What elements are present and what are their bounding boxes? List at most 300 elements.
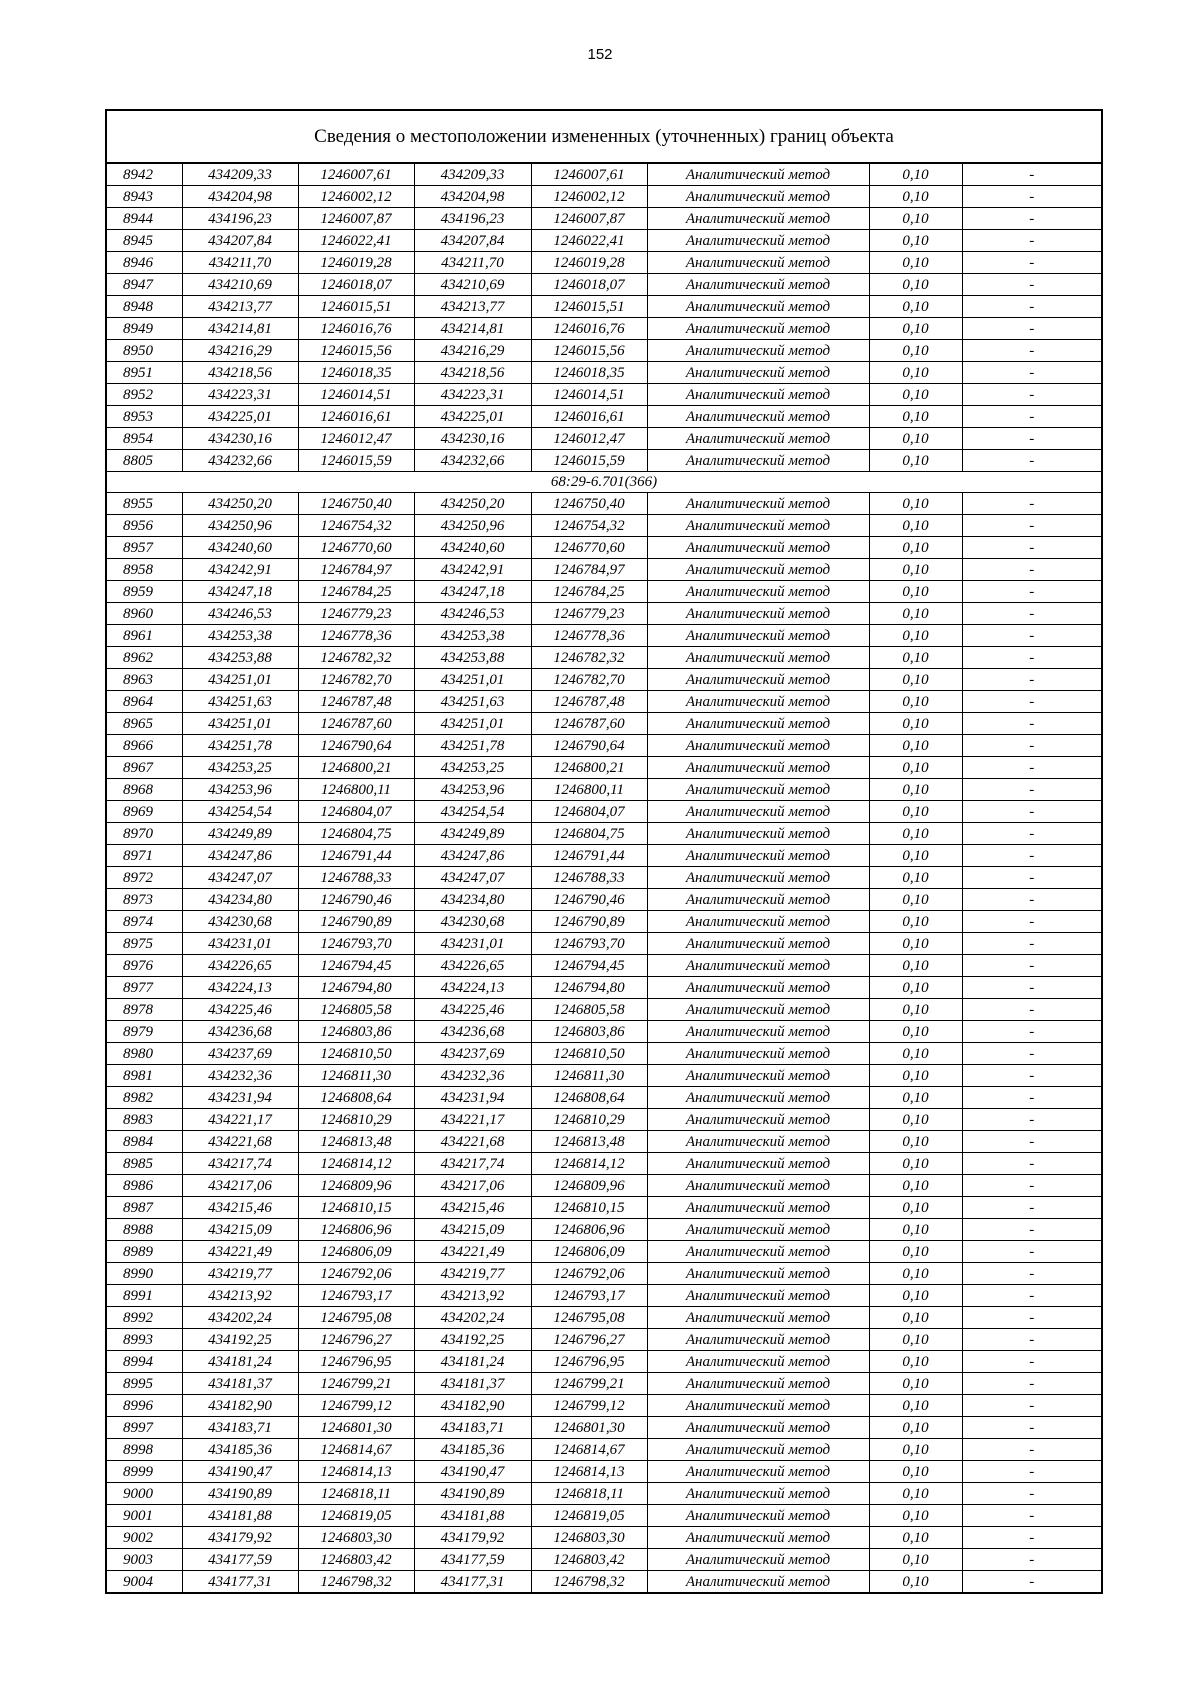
y-new-cell: 1246809,96 [531, 1175, 647, 1197]
y-old-cell: 1246791,44 [298, 845, 414, 867]
method-cell: Аналитический метод [647, 691, 869, 713]
y-old-cell: 1246803,30 [298, 1527, 414, 1549]
y-old-cell: 1246804,07 [298, 801, 414, 823]
accuracy-cell: 0,10 [869, 933, 962, 955]
x-new-cell: 434219,77 [414, 1263, 531, 1285]
x-old-cell: 434251,63 [182, 691, 298, 713]
x-old-cell: 434253,38 [182, 625, 298, 647]
x-old-cell: 434177,31 [182, 1571, 298, 1593]
method-cell: Аналитический метод [647, 845, 869, 867]
y-old-cell: 1246784,97 [298, 559, 414, 581]
description-cell: - [962, 1439, 1101, 1461]
y-old-cell: 1246814,12 [298, 1153, 414, 1175]
point-number-cell: 8963 [107, 669, 182, 691]
table-row [107, 186, 1101, 208]
method-cell: Аналитический метод [647, 1417, 869, 1439]
method-cell: Аналитический метод [647, 1285, 869, 1307]
y-new-cell: 1246770,60 [531, 537, 647, 559]
description-cell: - [962, 1351, 1101, 1373]
x-old-cell: 434213,77 [182, 296, 298, 318]
table-row [107, 230, 1101, 252]
table-row [107, 933, 1101, 955]
y-new-cell: 1246814,67 [531, 1439, 647, 1461]
x-new-cell: 434253,38 [414, 625, 531, 647]
point-number-cell: 8965 [107, 713, 182, 735]
point-number-cell: 8959 [107, 581, 182, 603]
y-new-cell: 1246779,23 [531, 603, 647, 625]
y-new-cell: 1246015,51 [531, 296, 647, 318]
table-row [107, 1549, 1101, 1571]
table-row [107, 1065, 1101, 1087]
accuracy-cell: 0,10 [869, 1175, 962, 1197]
x-new-cell: 434251,78 [414, 735, 531, 757]
accuracy-cell: 0,10 [869, 1307, 962, 1329]
accuracy-cell: 0,10 [869, 274, 962, 296]
y-old-cell: 1246818,11 [298, 1483, 414, 1505]
x-old-cell: 434179,92 [182, 1527, 298, 1549]
table-row [107, 867, 1101, 889]
point-number-cell: 8953 [107, 406, 182, 428]
y-new-cell: 1246818,11 [531, 1483, 647, 1505]
method-cell: Аналитический метод [647, 1021, 869, 1043]
point-number-cell: 8995 [107, 1373, 182, 1395]
description-cell: - [962, 1285, 1101, 1307]
accuracy-cell: 0,10 [869, 406, 962, 428]
method-cell: Аналитический метод [647, 1461, 869, 1483]
y-old-cell: 1246012,47 [298, 428, 414, 450]
point-number-cell: 8991 [107, 1285, 182, 1307]
x-new-cell: 434216,29 [414, 340, 531, 362]
coordinates-table [107, 163, 1101, 1592]
y-old-cell: 1246788,33 [298, 867, 414, 889]
y-old-cell: 1246819,05 [298, 1505, 414, 1527]
x-old-cell: 434211,70 [182, 252, 298, 274]
accuracy-cell: 0,10 [869, 1505, 962, 1527]
y-old-cell: 1246814,13 [298, 1461, 414, 1483]
method-cell: Аналитический метод [647, 340, 869, 362]
y-new-cell: 1246014,51 [531, 384, 647, 406]
point-number-cell: 8945 [107, 230, 182, 252]
method-cell: Аналитический метод [647, 955, 869, 977]
method-cell: Аналитический метод [647, 625, 869, 647]
x-old-cell: 434231,94 [182, 1087, 298, 1109]
method-cell: Аналитический метод [647, 1505, 869, 1527]
table-row [107, 1153, 1101, 1175]
x-new-cell: 434247,86 [414, 845, 531, 867]
point-number-cell: 8957 [107, 537, 182, 559]
y-new-cell: 1246796,95 [531, 1351, 647, 1373]
point-number-cell: 8989 [107, 1241, 182, 1263]
x-new-cell: 434181,37 [414, 1373, 531, 1395]
y-new-cell: 1246015,59 [531, 450, 647, 472]
y-old-cell: 1246809,96 [298, 1175, 414, 1197]
method-cell: Аналитический метод [647, 867, 869, 889]
description-cell: - [962, 779, 1101, 801]
y-new-cell: 1246793,70 [531, 933, 647, 955]
accuracy-cell: 0,10 [869, 362, 962, 384]
y-old-cell: 1246014,51 [298, 384, 414, 406]
x-new-cell: 434209,33 [414, 164, 531, 186]
boundary-table-frame [105, 109, 1103, 1594]
accuracy-cell: 0,10 [869, 1065, 962, 1087]
table-row [107, 1527, 1101, 1549]
table-row [107, 691, 1101, 713]
y-old-cell: 1246796,27 [298, 1329, 414, 1351]
point-number-cell: 8946 [107, 252, 182, 274]
x-old-cell: 434221,68 [182, 1131, 298, 1153]
table-row [107, 735, 1101, 757]
y-new-cell: 1246787,48 [531, 691, 647, 713]
x-old-cell: 434234,80 [182, 889, 298, 911]
method-cell: Аналитический метод [647, 1549, 869, 1571]
table-row [107, 713, 1101, 735]
y-old-cell: 1246794,80 [298, 977, 414, 999]
point-number-cell: 8944 [107, 208, 182, 230]
description-cell: - [962, 1417, 1101, 1439]
table-row [107, 384, 1101, 406]
description-cell: - [962, 757, 1101, 779]
table-row [107, 1109, 1101, 1131]
y-new-cell: 1246803,42 [531, 1549, 647, 1571]
accuracy-cell: 0,10 [869, 559, 962, 581]
x-new-cell: 434223,31 [414, 384, 531, 406]
x-new-cell: 434196,23 [414, 208, 531, 230]
method-cell: Аналитический метод [647, 779, 869, 801]
x-new-cell: 434230,68 [414, 911, 531, 933]
description-cell: - [962, 1219, 1101, 1241]
x-old-cell: 434225,46 [182, 999, 298, 1021]
accuracy-cell: 0,10 [869, 757, 962, 779]
y-new-cell: 1246018,35 [531, 362, 647, 384]
method-cell: Аналитический метод [647, 1241, 869, 1263]
y-old-cell: 1246793,70 [298, 933, 414, 955]
method-cell: Аналитический метод [647, 669, 869, 691]
x-old-cell: 434232,66 [182, 450, 298, 472]
x-old-cell: 434250,96 [182, 515, 298, 537]
table-row [107, 1505, 1101, 1527]
x-new-cell: 434177,59 [414, 1549, 531, 1571]
accuracy-cell: 0,10 [869, 713, 962, 735]
section-row [107, 472, 1101, 493]
accuracy-cell: 0,10 [869, 1197, 962, 1219]
method-cell: Аналитический метод [647, 647, 869, 669]
x-new-cell: 434192,25 [414, 1329, 531, 1351]
method-cell: Аналитический метод [647, 1373, 869, 1395]
description-cell: - [962, 1065, 1101, 1087]
y-old-cell: 1246007,87 [298, 208, 414, 230]
description-cell: - [962, 559, 1101, 581]
point-number-cell: 8997 [107, 1417, 182, 1439]
accuracy-cell: 0,10 [869, 1109, 962, 1131]
point-number-cell: 8994 [107, 1351, 182, 1373]
point-number-cell: 8954 [107, 428, 182, 450]
description-cell: - [962, 274, 1101, 296]
y-new-cell: 1246793,17 [531, 1285, 647, 1307]
x-old-cell: 434249,89 [182, 823, 298, 845]
y-old-cell: 1246778,36 [298, 625, 414, 647]
x-new-cell: 434250,96 [414, 515, 531, 537]
x-new-cell: 434190,89 [414, 1483, 531, 1505]
y-new-cell: 1246810,15 [531, 1197, 647, 1219]
y-old-cell: 1246016,61 [298, 406, 414, 428]
x-new-cell: 434221,68 [414, 1131, 531, 1153]
description-cell: - [962, 384, 1101, 406]
point-number-cell: 8964 [107, 691, 182, 713]
description-cell: - [962, 603, 1101, 625]
accuracy-cell: 0,10 [869, 669, 962, 691]
description-cell: - [962, 999, 1101, 1021]
y-new-cell: 1246796,27 [531, 1329, 647, 1351]
method-cell: Аналитический метод [647, 537, 869, 559]
method-cell: Аналитический метод [647, 1109, 869, 1131]
accuracy-cell: 0,10 [869, 1351, 962, 1373]
accuracy-cell: 0,10 [869, 186, 962, 208]
point-number-cell: 8971 [107, 845, 182, 867]
description-cell: - [962, 1373, 1101, 1395]
table-row [107, 340, 1101, 362]
point-number-cell: 8996 [107, 1395, 182, 1417]
method-cell: Аналитический метод [647, 1329, 869, 1351]
x-new-cell: 434221,17 [414, 1109, 531, 1131]
x-old-cell: 434247,86 [182, 845, 298, 867]
y-new-cell: 1246808,64 [531, 1087, 647, 1109]
y-old-cell: 1246793,17 [298, 1285, 414, 1307]
table-row [107, 977, 1101, 999]
point-number-cell: 8988 [107, 1219, 182, 1241]
accuracy-cell: 0,10 [869, 450, 962, 472]
y-new-cell: 1246784,25 [531, 581, 647, 603]
point-number-cell: 8979 [107, 1021, 182, 1043]
table-row [107, 999, 1101, 1021]
y-new-cell: 1246007,61 [531, 164, 647, 186]
method-cell: Аналитический метод [647, 1395, 869, 1417]
description-cell: - [962, 318, 1101, 340]
point-number-cell: 9004 [107, 1571, 182, 1593]
table-row [107, 955, 1101, 977]
description-cell: - [962, 867, 1101, 889]
y-new-cell: 1246814,12 [531, 1153, 647, 1175]
table-row [107, 1329, 1101, 1351]
x-old-cell: 434250,20 [182, 493, 298, 515]
table-row [107, 1373, 1101, 1395]
y-new-cell: 1246790,89 [531, 911, 647, 933]
description-cell: - [962, 1329, 1101, 1351]
table-row [107, 1131, 1101, 1153]
description-cell: - [962, 406, 1101, 428]
point-number-cell: 8976 [107, 955, 182, 977]
point-number-cell: 8975 [107, 933, 182, 955]
description-cell: - [962, 647, 1101, 669]
x-new-cell: 434225,01 [414, 406, 531, 428]
method-cell: Аналитический метод [647, 186, 869, 208]
point-number-cell: 8983 [107, 1109, 182, 1131]
table-row [107, 757, 1101, 779]
point-number-cell: 8977 [107, 977, 182, 999]
description-cell: - [962, 362, 1101, 384]
accuracy-cell: 0,10 [869, 647, 962, 669]
description-cell: - [962, 1461, 1101, 1483]
description-cell: - [962, 493, 1101, 515]
point-number-cell: 8990 [107, 1263, 182, 1285]
table-row [107, 1461, 1101, 1483]
y-old-cell: 1246002,12 [298, 186, 414, 208]
description-cell: - [962, 1263, 1101, 1285]
y-old-cell: 1246813,48 [298, 1131, 414, 1153]
description-cell: - [962, 735, 1101, 757]
x-new-cell: 434254,54 [414, 801, 531, 823]
method-cell: Аналитический метод [647, 1307, 869, 1329]
x-new-cell: 434190,47 [414, 1461, 531, 1483]
y-old-cell: 1246810,50 [298, 1043, 414, 1065]
accuracy-cell: 0,10 [869, 515, 962, 537]
table-row [107, 1285, 1101, 1307]
y-old-cell: 1246806,96 [298, 1219, 414, 1241]
method-cell: Аналитический метод [647, 1351, 869, 1373]
y-new-cell: 1246798,32 [531, 1571, 647, 1593]
x-new-cell: 434249,89 [414, 823, 531, 845]
y-new-cell: 1246782,32 [531, 647, 647, 669]
x-new-cell: 434218,56 [414, 362, 531, 384]
x-new-cell: 434232,36 [414, 1065, 531, 1087]
y-old-cell: 1246811,30 [298, 1065, 414, 1087]
table-row [107, 164, 1101, 186]
y-old-cell: 1246803,42 [298, 1549, 414, 1571]
x-new-cell: 434250,20 [414, 493, 531, 515]
method-cell: Аналитический метод [647, 230, 869, 252]
y-old-cell: 1246782,70 [298, 669, 414, 691]
y-old-cell: 1246798,32 [298, 1571, 414, 1593]
method-cell: Аналитический метод [647, 1175, 869, 1197]
method-cell: Аналитический метод [647, 1571, 869, 1593]
accuracy-cell: 0,10 [869, 296, 962, 318]
y-old-cell: 1246808,64 [298, 1087, 414, 1109]
point-number-cell: 8955 [107, 493, 182, 515]
accuracy-cell: 0,10 [869, 1417, 962, 1439]
x-old-cell: 434251,01 [182, 669, 298, 691]
accuracy-cell: 0,10 [869, 428, 962, 450]
description-cell: - [962, 1395, 1101, 1417]
description-cell: - [962, 1153, 1101, 1175]
description-cell: - [962, 955, 1101, 977]
x-old-cell: 434182,90 [182, 1395, 298, 1417]
table-row [107, 450, 1101, 472]
method-cell: Аналитический метод [647, 1483, 869, 1505]
accuracy-cell: 0,10 [869, 164, 962, 186]
y-old-cell: 1246015,56 [298, 340, 414, 362]
x-old-cell: 434247,07 [182, 867, 298, 889]
x-old-cell: 434181,24 [182, 1351, 298, 1373]
x-new-cell: 434224,13 [414, 977, 531, 999]
y-new-cell: 1246803,30 [531, 1527, 647, 1549]
accuracy-cell: 0,10 [869, 845, 962, 867]
description-cell: - [962, 164, 1101, 186]
x-old-cell: 434177,59 [182, 1549, 298, 1571]
method-cell: Аналитический метод [647, 1263, 869, 1285]
description-cell: - [962, 933, 1101, 955]
x-old-cell: 434181,88 [182, 1505, 298, 1527]
x-new-cell: 434247,07 [414, 867, 531, 889]
table-row [107, 779, 1101, 801]
y-old-cell: 1246782,32 [298, 647, 414, 669]
y-new-cell: 1246806,09 [531, 1241, 647, 1263]
point-number-cell: 8958 [107, 559, 182, 581]
table-row [107, 1439, 1101, 1461]
y-old-cell: 1246019,28 [298, 252, 414, 274]
description-cell: - [962, 1571, 1101, 1593]
y-old-cell: 1246805,58 [298, 999, 414, 1021]
y-old-cell: 1246790,46 [298, 889, 414, 911]
table-row [107, 559, 1101, 581]
method-cell: Аналитический метод [647, 757, 869, 779]
x-old-cell: 434207,84 [182, 230, 298, 252]
y-new-cell: 1246791,44 [531, 845, 647, 867]
accuracy-cell: 0,10 [869, 1329, 962, 1351]
x-new-cell: 434251,01 [414, 713, 531, 735]
y-old-cell: 1246787,60 [298, 713, 414, 735]
description-cell: - [962, 208, 1101, 230]
method-cell: Аналитический метод [647, 933, 869, 955]
y-new-cell: 1246792,06 [531, 1263, 647, 1285]
method-cell: Аналитический метод [647, 823, 869, 845]
table-row [107, 1571, 1101, 1593]
x-new-cell: 434225,46 [414, 999, 531, 1021]
point-number-cell: 8966 [107, 735, 182, 757]
x-new-cell: 434185,36 [414, 1439, 531, 1461]
accuracy-cell: 0,10 [869, 537, 962, 559]
y-old-cell: 1246806,09 [298, 1241, 414, 1263]
x-new-cell: 434217,74 [414, 1153, 531, 1175]
method-cell: Аналитический метод [647, 977, 869, 999]
table-row [107, 603, 1101, 625]
x-old-cell: 434221,49 [182, 1241, 298, 1263]
accuracy-cell: 0,10 [869, 1483, 962, 1505]
x-old-cell: 434236,68 [182, 1021, 298, 1043]
description-cell: - [962, 515, 1101, 537]
x-old-cell: 434237,69 [182, 1043, 298, 1065]
point-number-cell: 8981 [107, 1065, 182, 1087]
table-row [107, 274, 1101, 296]
x-new-cell: 434214,81 [414, 318, 531, 340]
y-new-cell: 1246750,40 [531, 493, 647, 515]
accuracy-cell: 0,10 [869, 1549, 962, 1571]
x-new-cell: 434231,94 [414, 1087, 531, 1109]
accuracy-cell: 0,10 [869, 1087, 962, 1109]
x-new-cell: 434181,88 [414, 1505, 531, 1527]
x-old-cell: 434192,25 [182, 1329, 298, 1351]
method-cell: Аналитический метод [647, 1065, 869, 1087]
table-row [107, 208, 1101, 230]
table-row [107, 515, 1101, 537]
x-old-cell: 434223,31 [182, 384, 298, 406]
table-row [107, 1087, 1101, 1109]
description-cell: - [962, 450, 1101, 472]
x-old-cell: 434190,89 [182, 1483, 298, 1505]
x-old-cell: 434215,09 [182, 1219, 298, 1241]
table-row [107, 1021, 1101, 1043]
description-cell: - [962, 296, 1101, 318]
x-old-cell: 434240,60 [182, 537, 298, 559]
description-cell: - [962, 1087, 1101, 1109]
y-old-cell: 1246794,45 [298, 955, 414, 977]
point-number-cell: 8986 [107, 1175, 182, 1197]
x-new-cell: 434204,98 [414, 186, 531, 208]
point-number-cell: 9000 [107, 1483, 182, 1505]
accuracy-cell: 0,10 [869, 603, 962, 625]
y-new-cell: 1246788,33 [531, 867, 647, 889]
x-old-cell: 434242,91 [182, 559, 298, 581]
y-old-cell: 1246022,41 [298, 230, 414, 252]
description-cell: - [962, 1241, 1101, 1263]
